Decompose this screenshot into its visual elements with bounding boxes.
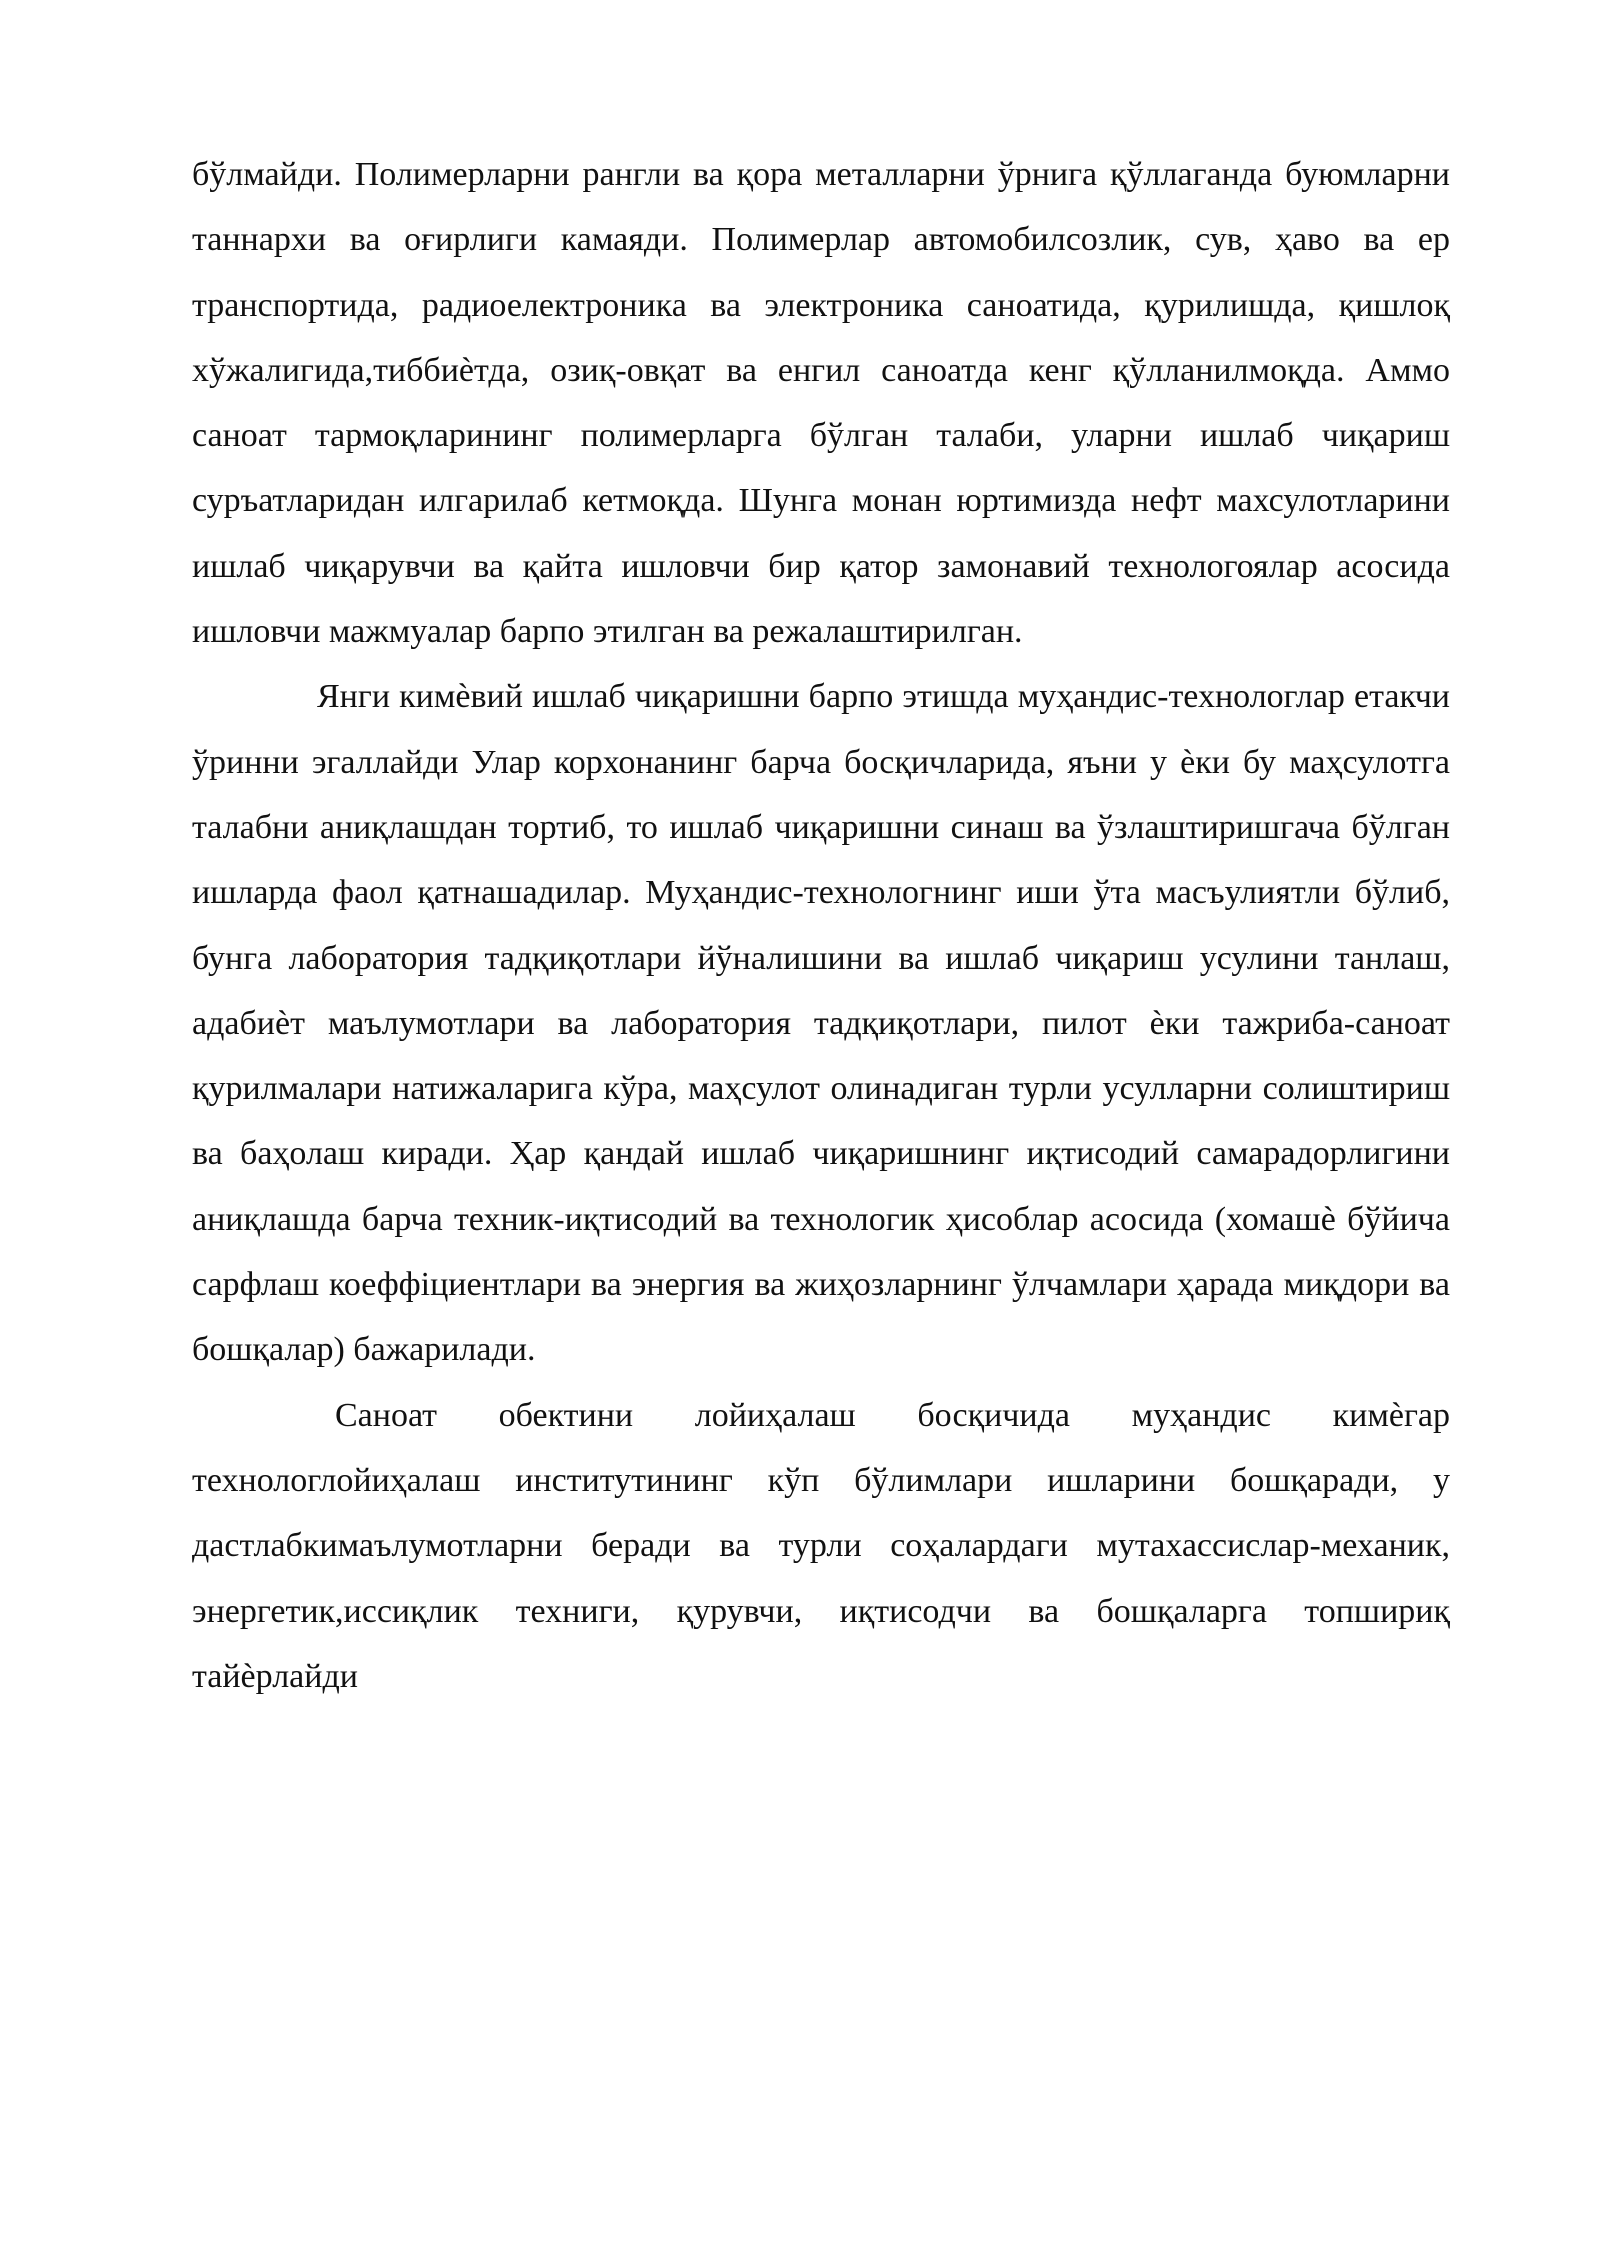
paragraph-1: бўлмайди. Полимерларни рангли ва қора металларни ўрнига қўллаганда буюмларни таннархи ва оғирлиги камаяди. Полимерлар автомобилсозлик, сув, ҳаво ва ер транспортида, радиоелектроника ва электроника саноатида, қурилишда, қишлоқ хўжалигида,тиббиѐтда, озиқ-овқат ва енгил саноатда кенг қўлланилмоқда. Аммо саноат тармоқларининг полимерларга бўлган талаби, уларни ишлаб чиқариш суръатларидан илгарилаб кетмоқда. Шунга монан юртимизда нефт махсулотларини ишлаб чиқарувчи ва қайта ишловчи бир қатор замонавий технологоялар асосида ишловчи мажмуалар барпо этилган ва режалаштирилган. [192, 156, 1450, 651]
paragraph-2: Янги кимѐвий ишлаб чиқаришни барпо этишда муҳандис-технологлар етакчи ўринни эгаллайди Улар корхонанинг барча босқичларида, яъни у ѐки бу маҳсулотга талабни аниқлашдан тортиб, то ишлаб чиқаришни синаш ва ўзлаштиришгача бўлган ишларда фаол қатнашадилар. Муҳандис-технологнинг иши ўта масъулиятли бўлиб, бунга лаборатория тадқиқотлари йўналишини ва ишлаб чиқариш усулини танлаш, адабиѐт маълумотлари ва лаборатория тадқиқотлари, пилот ѐки тажриба-саноат қурилмалари натижаларига кўра, маҳсулот олинадиган турли усулларни солиштириш ва баҳолаш киради. Ҳар қандай ишлаб чиқаришнинг иқтисодий самарадорлигини аниқлашда барча техник-иқтисодий ва технологик ҳисоблар асосида (хомашѐ бўйича сарфлаш коеффіциентлари ва энергия ва жиҳозларнинг ўлчамлари ҳарада миқдори ва бошқалар) бажарилади. [192, 678, 1450, 1369]
paragraph-3: Саноат обектини лойиҳалаш босқичида муҳандис кимѐгар технологлойиҳалаш институтининг кўп бўлимлари ишларини бошқаради, у дастлабкимаълумотларни беради ва турли соҳалардаги мутахассислар-механик, энергетик,иссиқлик техниги, қурувчи, иқтисодчи ва бошқаларга топшириқ тайѐрлайди [192, 1396, 1450, 1695]
document-body [192, 142, 1450, 1709]
